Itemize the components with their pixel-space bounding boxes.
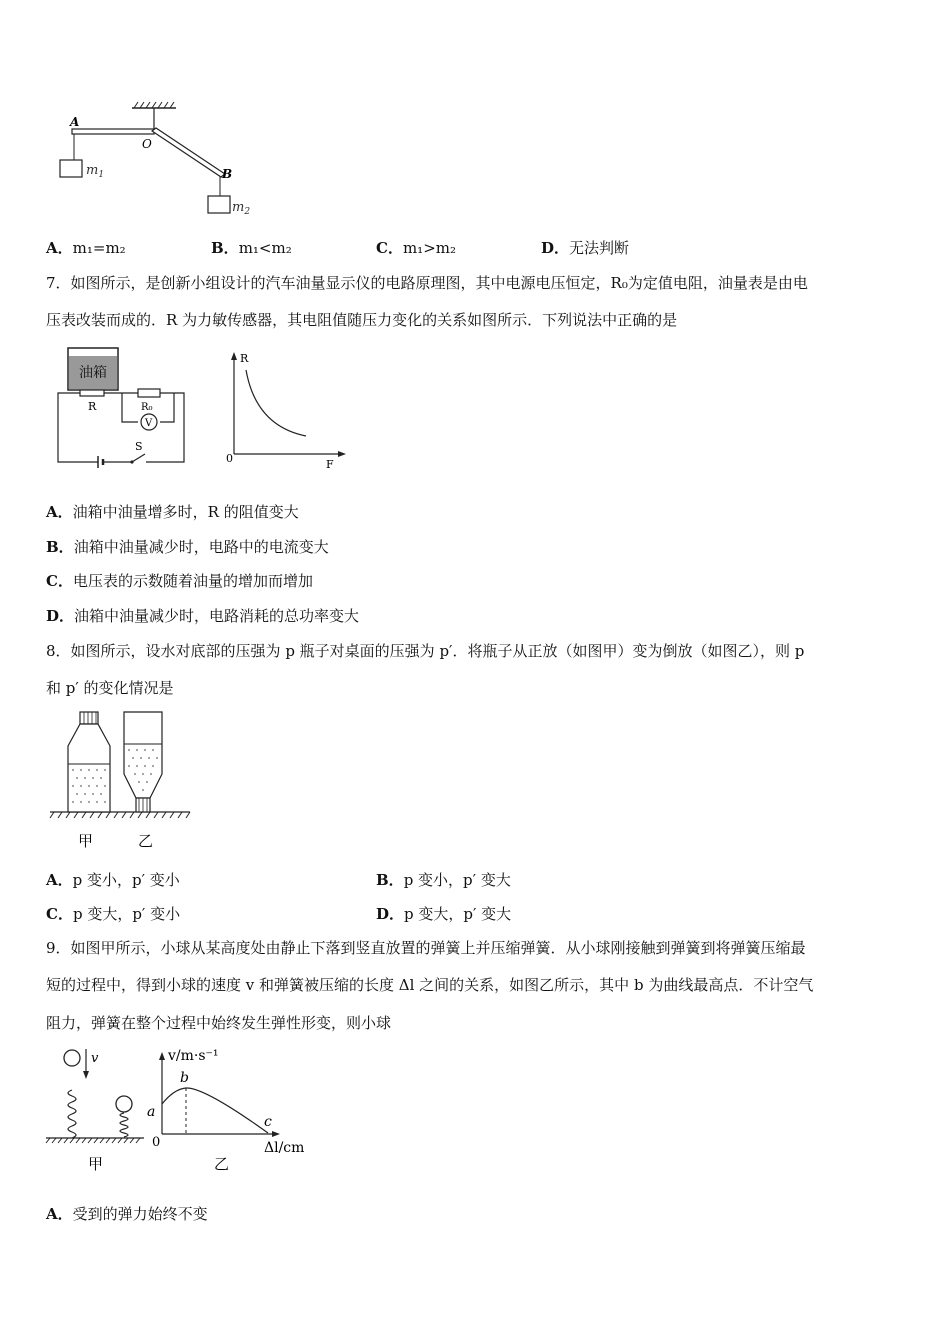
q7-stem-line1: 7．如图所示，是创新小组设计的汽车油量显示仪的电路原理图，其中电源电压恒定，R₀为定值电阻，油量表是由电 [46,274,808,292]
q7-option-a-text: 油箱中油量增多时，R 的阻值变大 [72,503,299,521]
label-m2 [232,200,250,217]
q7-option-b [46,536,329,557]
sensor-R-label: R [88,400,97,413]
spring-ball-figure [44,1044,154,1179]
lever-figure [50,98,290,223]
point-b: b [180,1070,189,1086]
label-jia: 甲 [88,1155,104,1173]
q8-stem-line2: 和 p′ 的变化情况是 [46,679,174,697]
bottles-figure [48,708,198,858]
q8-option-a-letter: A． [46,871,73,889]
voltmeter-label: V [145,418,153,429]
q8-stem-line1: 8．如图所示，设水对底部的压强为 p 瓶子对桌面的压强为 p′．将瓶子从正放（如图甲）变为倒放（如图乙），则 p [46,642,805,660]
tank-label: 油箱 [79,365,107,381]
graph-origin: 0 [152,1135,161,1150]
oil-gauge-circuit [52,344,192,469]
q6-option-c [376,237,456,258]
q7-option-d-text: 油箱中油量减少时，电路消耗的总功率变大 [74,607,360,625]
q9-stem-line1: 9．如图甲所示，小球从某高度处由静止下落到竖直放置的弹簧上并压缩弹簧．从小球刚接触到弹簧到将弹簧压缩最 [46,939,806,957]
graph-axis-y: v/m·s⁻¹ [168,1048,219,1064]
q7-option-a [46,501,299,522]
q7-option-c-letter: C． [46,572,73,590]
label-B: B [222,167,233,181]
graph-axis-x: F [326,458,334,470]
q8-option-d-text: p 变大，p′ 变大 [404,905,512,923]
q7-option-c [46,570,313,591]
q8-option-a [46,869,180,890]
graph-axis-x: Δl/cm [264,1140,305,1156]
v-deltal-graph [144,1044,324,1179]
q7-option-d-letter: D． [46,607,75,625]
q8-option-b [376,869,511,890]
q7-option-c-text: 电压表的示数随着油量的增加而增加 [72,572,313,590]
q9-option-a-text: 受到的弹力始终不变 [72,1205,208,1223]
q6-option-c-text: m₁>m₂ [402,239,456,257]
q6-option-a-letter: A． [46,239,73,257]
resistor-R0-label: R₀ [141,402,153,413]
q6-option-c-letter: C． [376,239,403,257]
q8-option-c-letter: C． [46,905,73,923]
q8-option-c-text: p 变大，p′ 变小 [72,905,181,923]
q9-option-a-letter: A． [46,1205,73,1223]
label-m1-base: m [86,163,99,178]
label-m1 [86,163,104,180]
q9-stem-line2: 短的过程中，得到小球的速度 v 和弹簧被压缩的长度 Δl 之间的关系，如图乙所示，其中 b 为曲线最高点．不计空气 [46,976,814,994]
q6-option-a [46,237,126,258]
q6-option-b-text: m₁<m₂ [238,239,292,257]
graph-origin: 0 [226,452,233,465]
q8-option-a-text: p 变小，p′ 变小 [72,871,180,889]
q6-option-b-letter: B． [211,239,239,257]
q7-option-a-letter: A． [46,503,73,521]
q8-option-d [376,903,511,924]
point-c: c [264,1114,272,1130]
label-m2-sub: 2 [244,207,251,217]
q6-option-b [211,237,292,258]
q9-option-a [46,1203,208,1224]
label-m2-base: m [232,200,245,215]
q8-option-c [46,903,180,924]
label-m1-sub: 1 [98,170,105,180]
r-f-graph [222,350,352,470]
switch-S-label: S [135,440,143,453]
graph-axis-y: R [240,352,249,365]
q7-option-b-text: 油箱中油量减少时，电路中的电流变大 [73,538,329,556]
label-jia: 甲 [78,832,94,850]
label-O: O [142,137,152,151]
q6-option-d-text: 无法判断 [569,239,630,257]
q7-option-d [46,605,359,626]
q6-option-d [541,237,629,258]
velocity-label: v [91,1051,99,1066]
q8-option-b-text: p 变小，p′ 变大 [403,871,511,889]
label-yi: 乙 [138,832,154,850]
q7-option-b-letter: B． [46,538,74,556]
label-A: A [70,115,80,129]
q7-stem-line2: 压表改装而成的．R 为力敏传感器，其电阻值随压力变化的关系如图所示．下列说法中正确的是 [46,311,678,329]
q9-stem-line3: 阻力，弹簧在整个过程中始终发生弹性形变，则小球 [46,1014,392,1032]
q6-option-d-letter: D． [541,239,570,257]
q6-option-a-text: m₁=m₂ [72,239,126,257]
label-yi: 乙 [214,1155,230,1173]
q8-option-d-letter: D． [376,905,405,923]
point-a: a [147,1104,156,1120]
q8-option-b-letter: B． [376,871,404,889]
